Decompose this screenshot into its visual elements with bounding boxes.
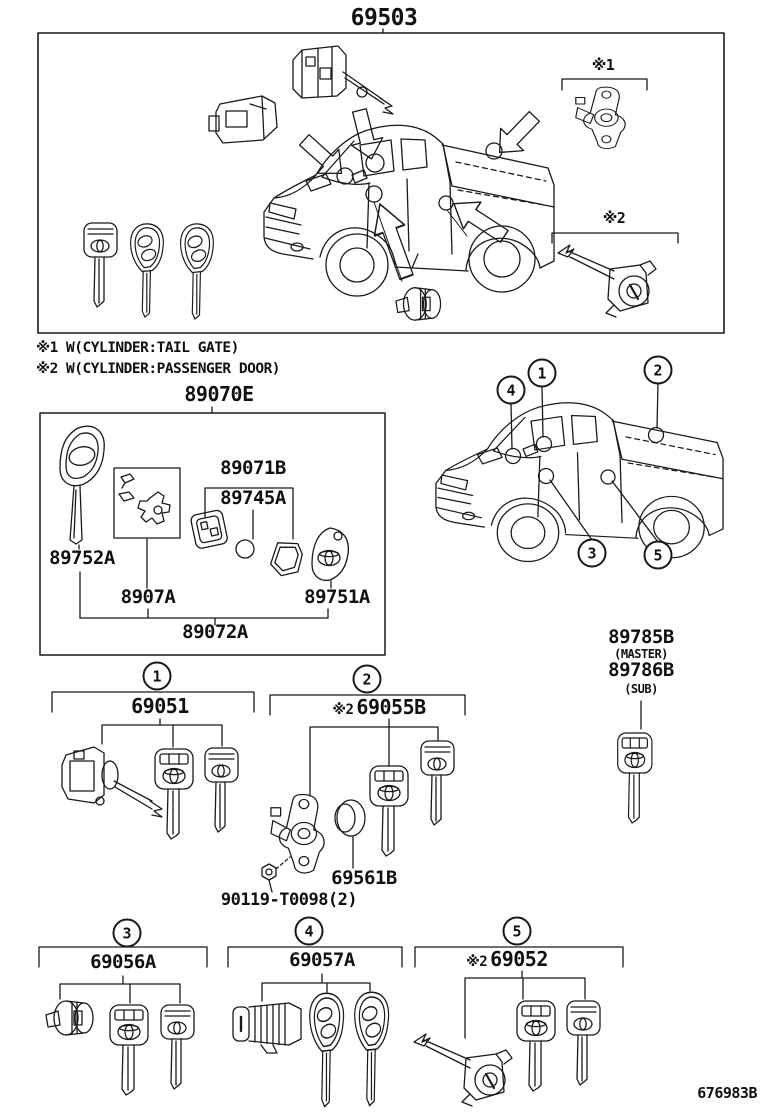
key-set-part-number[interactable]: 89070E: [184, 382, 254, 406]
section1-part-number[interactable]: 69051: [131, 694, 189, 718]
section2-callout[interactable]: 2: [353, 665, 382, 694]
steering-lock-illustration: [209, 96, 277, 143]
ref2-marker: ※2: [602, 209, 626, 227]
section4-callout[interactable]: 4: [295, 917, 324, 946]
tailgate-lock-ref1-illustration: [562, 79, 647, 149]
main-assembly-box: [38, 29, 724, 333]
master-key-part-number[interactable]: 89785B: [608, 626, 674, 648]
door-lock-ref2-illustration: [552, 233, 678, 317]
cap-part-number[interactable]: 69561B: [331, 867, 397, 889]
truck-callout-3[interactable]: 3: [578, 539, 607, 568]
section5-ref-prefix: ※2: [466, 954, 488, 970]
nut-part-number[interactable]: 90119-T0098(2): [220, 890, 358, 910]
figure-code: 676983B: [697, 1084, 757, 1102]
section2-part-number[interactable]: ※2 69055B: [332, 695, 426, 719]
section2-illustration: [262, 695, 465, 892]
section5-part-number[interactable]: ※2 69052: [466, 947, 548, 971]
truck-callout-1[interactable]: 1: [528, 359, 557, 388]
section3-callout[interactable]: 3: [113, 919, 142, 948]
note-tail-gate: ※1 W(CYLINDER:TAIL GATE): [36, 340, 239, 356]
transmitter-part-number[interactable]: 89751A: [304, 586, 370, 608]
main-part-number[interactable]: 69503: [350, 5, 418, 31]
truck-callout-2[interactable]: 2: [644, 356, 673, 385]
key-assy-part-number[interactable]: 89072A: [182, 621, 248, 643]
section2-ref-prefix: ※2: [332, 702, 354, 718]
master-keys-illustration: [84, 223, 213, 319]
blank-key-part-number[interactable]: 89752A: [49, 547, 115, 569]
battery-part-number[interactable]: 89745A: [220, 487, 286, 509]
internal-parts-number[interactable]: 8907A: [120, 586, 176, 608]
master-key-variant: (MASTER): [614, 647, 668, 661]
truck-callout-4[interactable]: 4: [497, 376, 526, 405]
section4-part-number[interactable]: 69057A: [289, 949, 355, 971]
ref1-marker: ※1: [591, 56, 615, 74]
note-passenger-door: ※2 W(CYLINDER:PASSENGER DOOR): [36, 361, 281, 377]
section1-callout[interactable]: 1: [143, 662, 172, 691]
sub-key-variant: (SUB): [624, 682, 658, 696]
glovebox-lock-top-illustration: [396, 254, 441, 320]
truck-top-illustration: [264, 125, 554, 296]
section3-part-number[interactable]: 69056A: [90, 951, 156, 973]
key-set-box: [40, 407, 385, 655]
section5-callout[interactable]: 5: [503, 917, 532, 946]
sub-key-part-number[interactable]: 89786B: [608, 659, 674, 681]
truck-callout-5[interactable]: 5: [644, 541, 673, 570]
master-sub-key-illustration: [618, 701, 652, 823]
ignition-lock-illustration: [293, 46, 393, 114]
housing-part-number[interactable]: 89071B: [220, 457, 286, 479]
install-arrows: [294, 105, 546, 282]
truck-callout-illustration: [436, 383, 723, 562]
